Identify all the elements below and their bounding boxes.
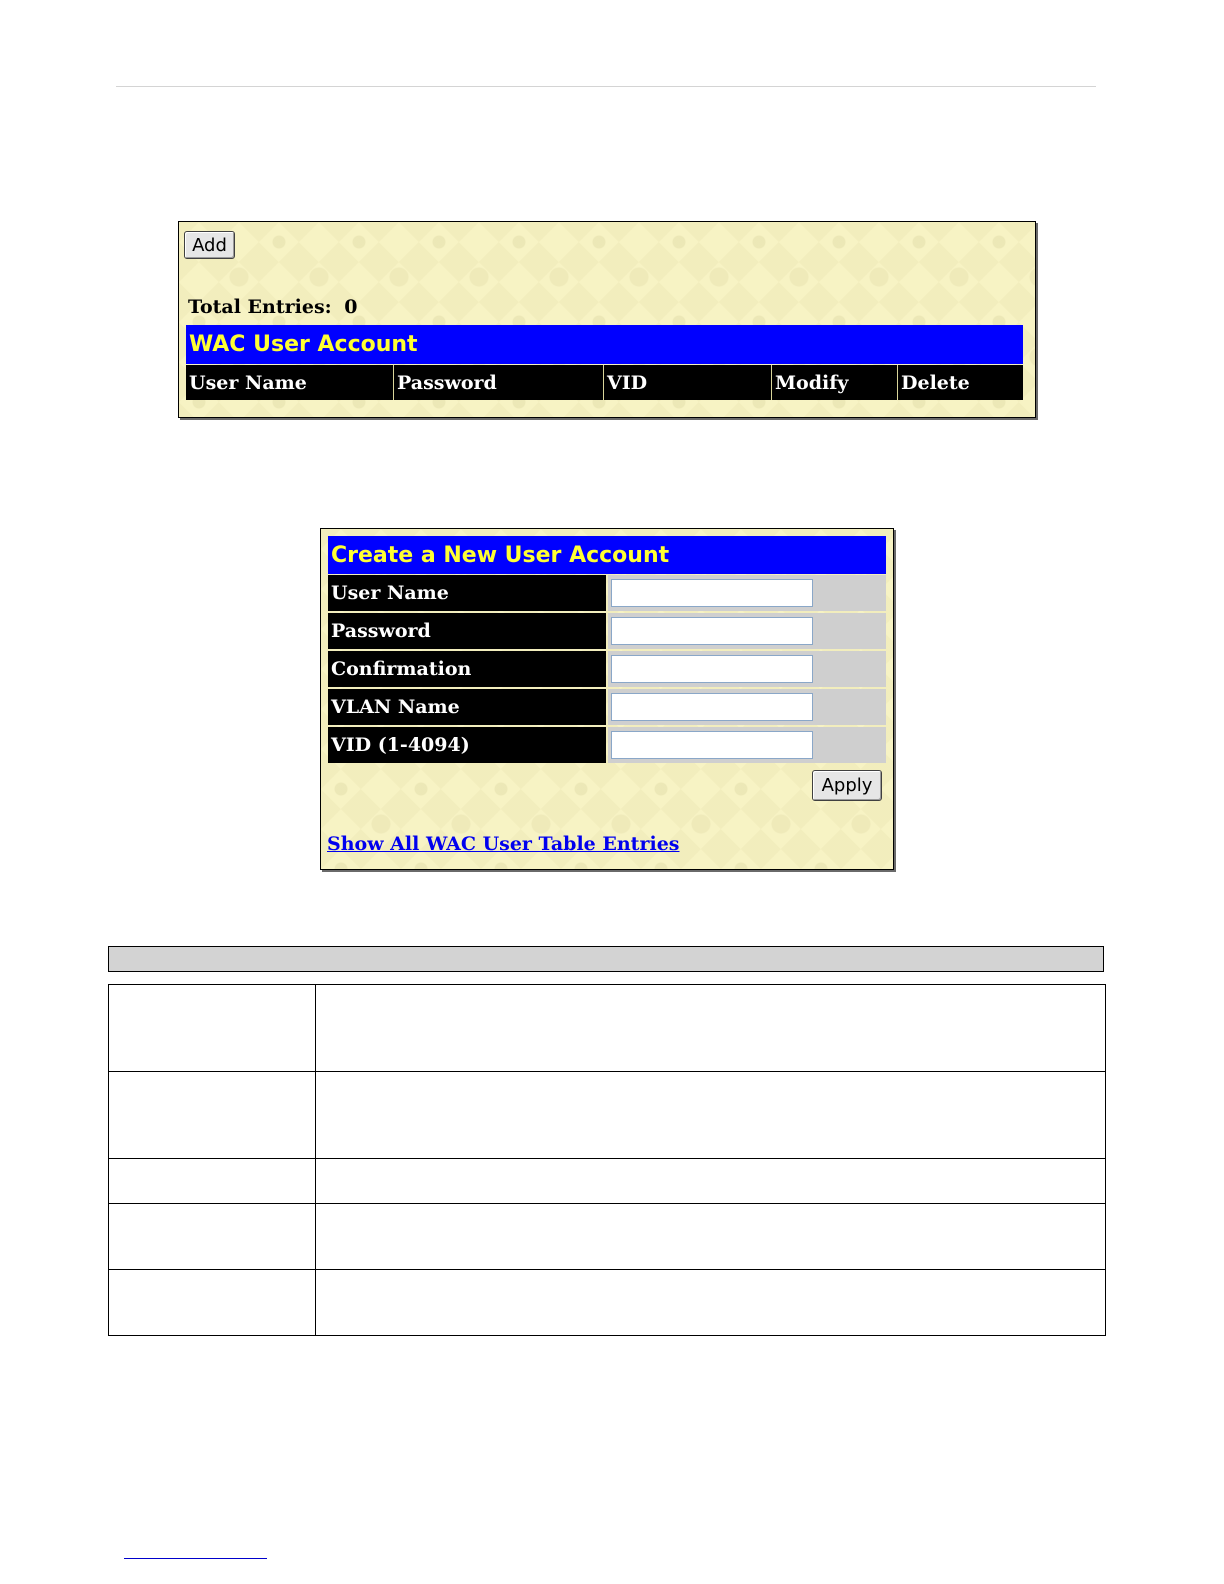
column-modify: Modify	[772, 365, 898, 400]
column-delete: Delete	[901, 371, 970, 394]
parameter-cell	[109, 1159, 316, 1204]
confirmation-label: Confirmation	[328, 651, 606, 687]
user-name-label: User Name	[328, 575, 606, 611]
total-entries-label: Total Entries:	[188, 296, 332, 318]
show-all-wac-user-entries-link[interactable]: Show All WAC User Table Entries	[327, 833, 680, 855]
table-row	[109, 1204, 1106, 1270]
table-row	[109, 985, 1106, 1072]
confirmation-cell	[608, 651, 886, 687]
column-vid: VID	[604, 365, 772, 400]
create-user-account-title: Create a New User Account	[328, 536, 886, 574]
column-user-name: User Name	[186, 365, 394, 400]
total-entries	[188, 296, 358, 318]
confirmation-input[interactable]	[611, 655, 813, 683]
vid-cell	[608, 727, 886, 763]
form-row-user-name	[328, 575, 886, 611]
user-name-input[interactable]	[611, 579, 813, 607]
parameter-cell	[109, 1072, 316, 1159]
apply-button[interactable]: Apply	[812, 770, 882, 801]
vlan-name-input[interactable]	[611, 693, 813, 721]
vlan-name-label: VLAN Name	[328, 689, 606, 725]
total-entries-value: 0	[344, 296, 358, 318]
description-cell	[316, 1204, 1106, 1270]
vlan-name-cell	[608, 689, 886, 725]
form-row-confirmation	[328, 651, 886, 687]
create-user-account-panel	[320, 528, 894, 870]
form-row-vlan-name	[328, 689, 886, 725]
table-row	[109, 1159, 1106, 1204]
description-cell	[316, 1072, 1106, 1159]
description-table-header	[108, 946, 1104, 972]
form-row-password	[328, 613, 886, 649]
description-cell	[316, 985, 1106, 1072]
column-password: Password	[394, 365, 604, 400]
parameter-cell	[109, 1270, 316, 1336]
parameter-cell	[109, 1204, 316, 1270]
description-cell	[316, 1270, 1106, 1336]
wac-user-table-header	[186, 365, 1023, 400]
vid-input[interactable]	[611, 731, 813, 759]
description-table	[108, 984, 1106, 1336]
table-row	[109, 1270, 1106, 1336]
vid-label: VID (1-4094)	[328, 727, 606, 763]
wac-user-account-title: WAC User Account	[186, 325, 1023, 364]
description-cell	[316, 1159, 1106, 1204]
page-header-rule	[116, 86, 1096, 87]
parameter-cell	[109, 985, 316, 1072]
wac-user-list-panel	[178, 221, 1036, 418]
table-row	[109, 1072, 1106, 1159]
form-row-vid	[328, 727, 886, 763]
footer-link-underline	[124, 1558, 267, 1559]
password-label: Password	[328, 613, 606, 649]
add-button[interactable]: Add	[184, 231, 235, 259]
password-cell	[608, 613, 886, 649]
user-name-cell	[608, 575, 886, 611]
password-input[interactable]	[611, 617, 813, 645]
